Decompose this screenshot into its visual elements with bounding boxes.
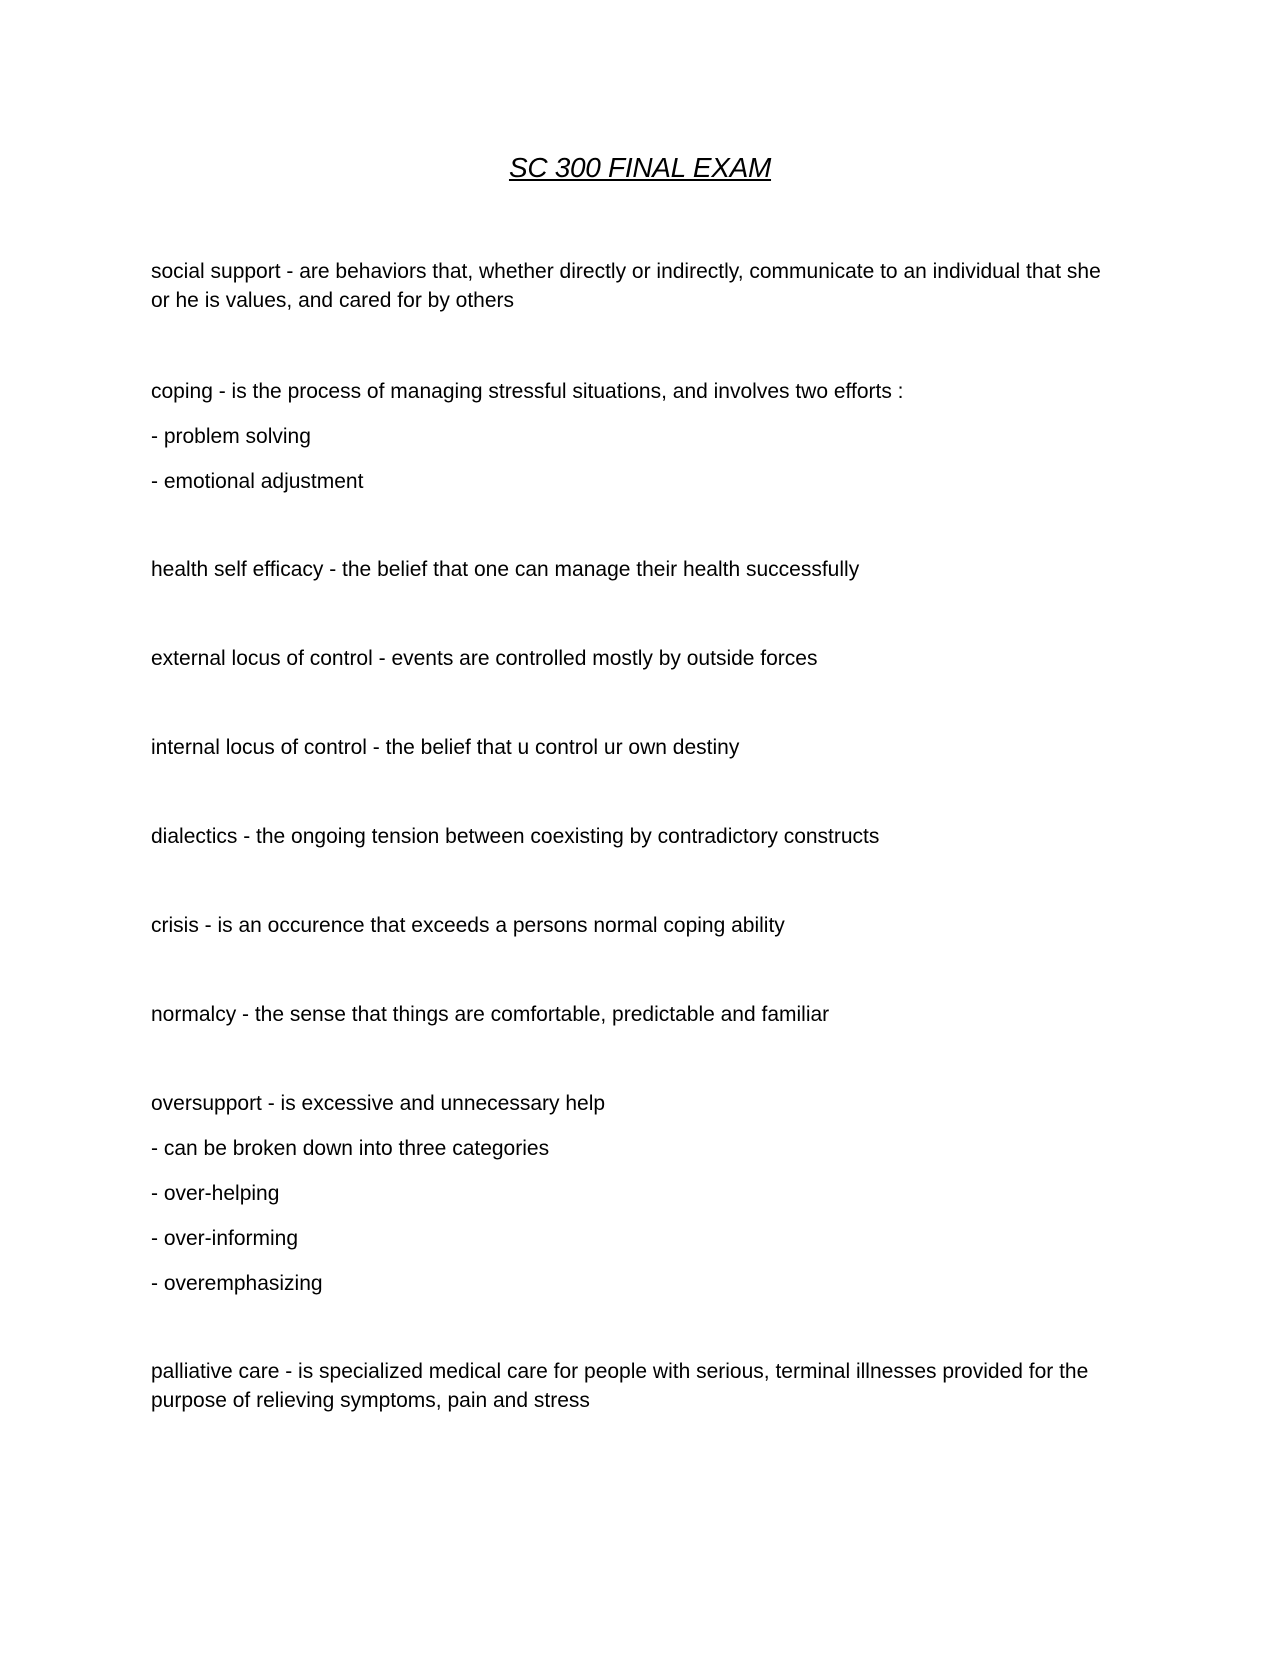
entry-text: social support - are behaviors that, whether directly or indirectly, communicate to an individual that she xyxy=(151,260,1101,283)
entry-external-locus xyxy=(151,643,1151,732)
entry-text: or he is values, and cared for by others xyxy=(151,289,515,312)
entry-text: health self efficacy - the belief that one can manage their health successfully xyxy=(151,558,860,581)
entry-text: crisis - is an occurence that exceeds a persons normal coping ability xyxy=(151,914,785,937)
entry-text: normalcy - the sense that things are comfortable, predictable and familiar xyxy=(151,1003,830,1026)
entry-normalcy xyxy=(151,999,1151,1088)
entry-crisis xyxy=(151,910,1151,999)
page-title: SC 300 FINAL EXAM xyxy=(508,152,772,183)
entry-coping xyxy=(151,376,1151,554)
list-item: - problem solving xyxy=(151,425,311,448)
entry-social-support xyxy=(151,256,1151,376)
entry-text: external locus of control - events are controlled mostly by outside forces xyxy=(151,647,818,670)
list-item: - over-helping xyxy=(151,1182,280,1205)
document-body xyxy=(151,256,1151,1414)
list-item: - can be broken down into three categories xyxy=(151,1137,550,1160)
entry-text: purpose of relieving symptoms, pain and stress xyxy=(151,1389,590,1412)
entry-text: internal locus of control - the belief that u control ur own destiny xyxy=(151,736,740,759)
entry-internal-locus xyxy=(151,732,1151,821)
entry-text: palliative care - is specialized medical care for people with serious, terminal illnesses provided for the xyxy=(151,1360,1089,1383)
list-item: - over-informing xyxy=(151,1227,299,1250)
list-item: - emotional adjustment xyxy=(151,470,364,493)
list-item: - overemphasizing xyxy=(151,1272,323,1295)
entry-text: coping - is the process of managing stressful situations, and involves two efforts : xyxy=(151,380,904,403)
entry-palliative-care xyxy=(151,1356,1151,1414)
entry-text: oversupport - is excessive and unnecessary help xyxy=(151,1092,606,1115)
entry-oversupport xyxy=(151,1088,1151,1356)
entry-health-self-efficacy xyxy=(151,554,1151,643)
entry-text: dialectics - the ongoing tension between coexisting by contradictory constructs xyxy=(151,825,880,848)
entry-dialectics xyxy=(151,821,1151,910)
